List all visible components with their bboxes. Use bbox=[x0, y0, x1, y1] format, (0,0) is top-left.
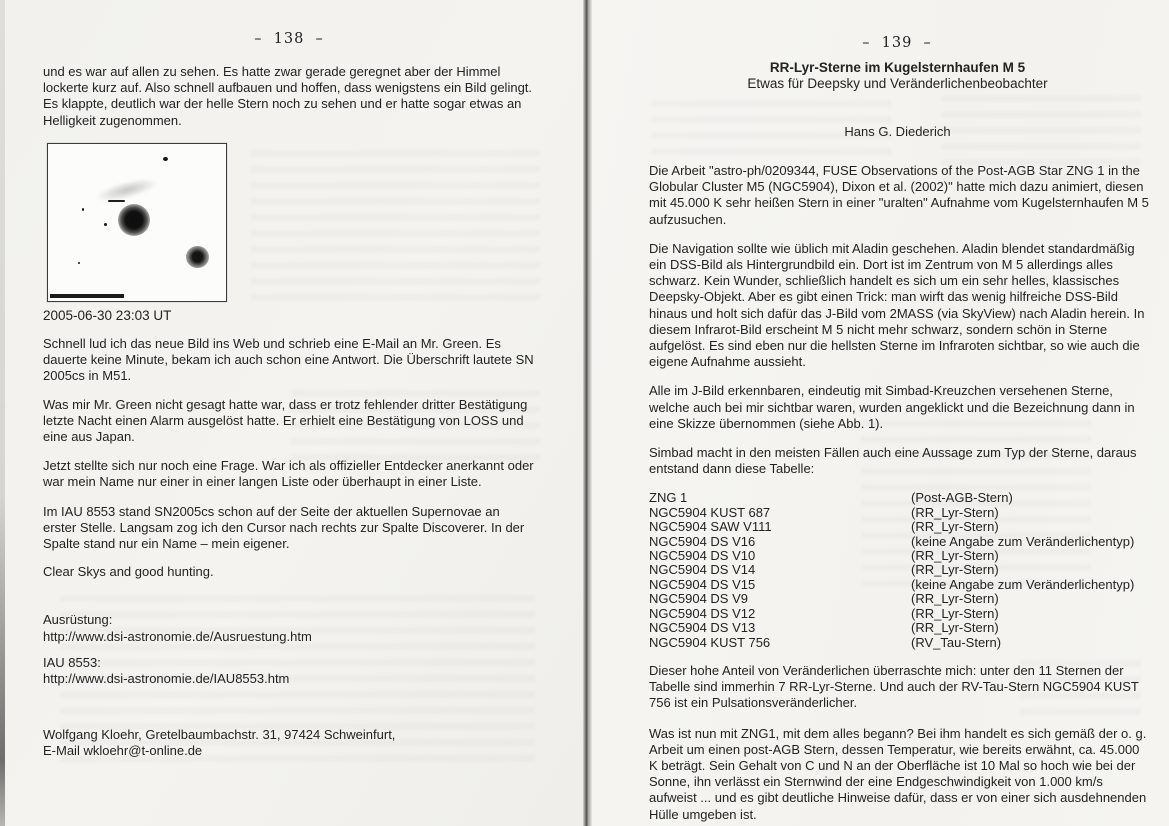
table-row bbox=[649, 506, 1149, 520]
iau-label: IAU 8553: bbox=[43, 654, 101, 670]
photo-caption-strip bbox=[50, 294, 124, 298]
page-number-right: – 139 – bbox=[862, 35, 932, 51]
star-type: (RR_Lyr-Stern) bbox=[911, 519, 999, 535]
galaxy-m51-blob bbox=[118, 204, 150, 236]
star-field-photo bbox=[47, 143, 227, 302]
star-name: NGC5904 SAW V111 bbox=[649, 519, 772, 535]
equipment-url: http://www.dsi-astronomie.de/Ausruestung.htm bbox=[43, 628, 312, 644]
star-name: NGC5904 DS V14 bbox=[649, 562, 756, 578]
article-title: RR-Lyr-Sterne im Kugelsternhaufen M 5 bbox=[769, 60, 1026, 75]
author-signature bbox=[43, 727, 535, 759]
paragraph-weather: und es war auf allen zu sehen. Es hatte zwar gerade geregnet aber der Himmel lockerte kurz auf. Also schnell aufbauen und hoffen, dass wenigstens ein Bild gelingt. Es klappte, deutlich war der helle Stern noch zu sehen und er hatte sogar etwas an Helligkeit zugenommen. bbox=[43, 64, 533, 128]
page-gutter-shadow bbox=[583, 0, 592, 826]
star-type: (Post-AGB-Stern) bbox=[911, 490, 1013, 506]
paragraph-zng1-details: Was ist nun mit ZNG1, mit dem alles begann? Bei ihm handelt es sich gemäß der o. g. Arbeit um einen post-AGB Stern, dessen Temperatur, wie bereits erwähnt, ca. 45.000 K beträgt. Sein Gehalt von C und N an der Oberfläche ist 10 Mal so hoch wie bei der Sonne, ihn verlässt ein Sternwind der eine Endgeschwindigkeit von 1.000 km/s aufweist ... und es gibt deutliche Hinweise dafür, dass er von einer sich ausdehnenden Hülle umgeben ist. bbox=[649, 725, 1147, 822]
iau-block bbox=[43, 655, 535, 687]
article-header bbox=[649, 60, 1146, 91]
equipment-label: Ausrüstung: bbox=[43, 612, 113, 628]
star-type: (keine Angabe zum Veränderlichentyp) bbox=[911, 576, 1135, 592]
paragraph-iau-liste: Im IAU 8553 stand SN2005cs schon auf der Seite der aktuellen Supernovae an erster Stelle. Langsam zog ich den Cursor nach rechts zur Spalte Discoverer. In der Spalte stand nur ein Name – mein eigener. bbox=[43, 503, 525, 552]
star-type: (RR_Lyr-Stern) bbox=[911, 504, 999, 520]
star-name: NGC5904 DS V16 bbox=[649, 533, 756, 549]
star-name: NGC5904 KUST 687 bbox=[649, 504, 771, 520]
photo-timestamp: 2005-06-30 23:03 UT bbox=[43, 307, 172, 323]
star-dot bbox=[82, 208, 84, 211]
star-type: (RR_Lyr-Stern) bbox=[911, 562, 999, 578]
star-dot bbox=[163, 157, 168, 161]
marker-dash bbox=[108, 200, 125, 202]
paragraph-frage: Jetzt stellte sich nur noch eine Frage. War ich als offizieller Entdecker anerkannt oder war mein Name nur einer in einer langen Liste oder überhaupt in einer Liste. bbox=[43, 458, 534, 490]
article-author: Hans G. Diederich bbox=[844, 124, 951, 139]
paragraph-simbad-skizze: Alle im J-Bild erkennbaren, eindeutig mit Simbad-Kreuzchen versehenen Sterne, welche auch bei mir sichtbar waren, wurden angeklickt und die Bezeichnung dann in eine Skizze übernommen (siehe Abb. 1). bbox=[649, 383, 1135, 431]
star-name: NGC5904 DS V15 bbox=[649, 576, 756, 592]
page-139 bbox=[591, 0, 1169, 826]
star-type: (RR_Lyr-Stern) bbox=[911, 605, 999, 621]
star-name: NGC5904 DS V13 bbox=[649, 620, 756, 636]
paragraph-email-green: Schnell lud ich das neue Bild ins Web und schrieb eine E-Mail an Mr. Green. Es dauerte keine Minute, bekam ich auch schon eine Antwort. Die Überschrift lautete SN 2005cs in M51. bbox=[43, 336, 534, 384]
star-name: NGC5904 DS V10 bbox=[649, 548, 756, 564]
table-row bbox=[649, 592, 1149, 606]
scan-left-edge-shadow bbox=[0, 0, 5, 826]
paragraph-aladin: Die Navigation sollte wie üblich mit Aladin geschehen. Aladin blendet standardmäßig ein DSS-Bild als Hintergrundbild ein. Dort ist im Zentrum von M 5 allerdings alles schwarz. Kein Wunder, schließlich handelt es sich um ein sehr helles, klassisches Deepsky-Objekt. Aber es gibt einen Trick: man wirft das wenig hilfreiche DSS-Bild hinaus und holt sich dafür das J-Bild vom 2MASS (via SkyView) nach Aladin herein. In diesem Infrarot-Bild erscheint M 5 nicht mehr schwarz, sondern schön in Sterne aufgelöst. Es sind eben nur die hellsten Sterne im Infraroten sichtbar, so wie auch die eigene Aufnahme aussieht. bbox=[649, 240, 1145, 370]
companion-galaxy-blob bbox=[186, 246, 209, 268]
star-name: ZNG 1 bbox=[649, 490, 688, 506]
signature-email: E-Mail wkloehr@t-online.de bbox=[43, 743, 203, 759]
paragraph-fuse-arbeit: Die Arbeit "astro-ph/0209344, FUSE Observations of the Post-AGB Star ZNG 1 in the Globular Cluster M5 (NGC5904), Dixon et al. (2002)" hatte mich dazu animiert, diesen mit 45.000 K sehr heißen Stern in einer "uralten" Aufnahme vom Kugelsternhaufen M 5 aufzusuchen. bbox=[649, 163, 1149, 227]
star-name: NGC5904 DS V9 bbox=[649, 591, 748, 607]
galaxy-arm-smudge bbox=[95, 175, 159, 206]
table-row bbox=[649, 607, 1149, 621]
table-row bbox=[649, 563, 1149, 577]
star-name: NGC5904 DS V12 bbox=[649, 605, 756, 621]
star-name: NGC5904 KUST 756 bbox=[649, 634, 771, 650]
star-dot bbox=[104, 223, 107, 226]
iau-url: http://www.dsi-astronomie.de/IAU8553.htm bbox=[43, 671, 290, 687]
page-number-left: – 138 – bbox=[254, 31, 324, 47]
paragraph-alarm: Was mir Mr. Green nicht gesagt hatte war, dass er trotz fehlender dritter Bestätigung letzte Nacht einen Alarm ausgelöst hatte. Er erhielt eine Bestätigung von LOSS und eine aus Japan. bbox=[43, 396, 528, 445]
paragraph-clear-skys: Clear Skys and good hunting. bbox=[43, 564, 214, 580]
table-row bbox=[649, 621, 1149, 635]
star-type: (RR_Lyr-Stern) bbox=[911, 591, 999, 607]
equipment-block bbox=[43, 612, 535, 644]
star-type-table bbox=[649, 491, 1149, 649]
star-dot bbox=[78, 262, 80, 264]
table-row bbox=[649, 636, 1149, 650]
paragraph-tabelle-intro: Simbad macht in den meisten Fällen auch eine Aussage zum Typ der Sterne, daraus entstand dann diese Tabelle: bbox=[649, 445, 1137, 477]
table-row bbox=[649, 491, 1149, 505]
table-row bbox=[649, 520, 1149, 534]
paragraph-anteil-veraenderliche: Dieser hohe Anteil von Veränderlichen überraschte mich: unter den 11 Sternen der Tabelle sind immerhin 7 RR-Lyr-Sterne. Und auch der RV-Tau-Stern NGC5904 KUST 756 ist ein Pulsationsveränderlicher. bbox=[649, 662, 1139, 711]
star-type: (RV_Tau-Stern) bbox=[911, 634, 1002, 650]
article-subtitle: Etwas für Deepsky und Veränderlichenbeobachter bbox=[747, 76, 1048, 91]
star-type: (RR_Lyr-Stern) bbox=[911, 620, 999, 636]
signature-address: Wolfgang Kloehr, Gretelbaumbachstr. 31, 97424 Schweinfurt, bbox=[43, 727, 396, 743]
table-row bbox=[649, 578, 1149, 592]
star-type: (RR_Lyr-Stern) bbox=[911, 548, 999, 564]
table-row bbox=[649, 535, 1149, 549]
star-type: (keine Angabe zum Veränderlichentyp) bbox=[911, 533, 1135, 549]
table-row bbox=[649, 549, 1149, 563]
